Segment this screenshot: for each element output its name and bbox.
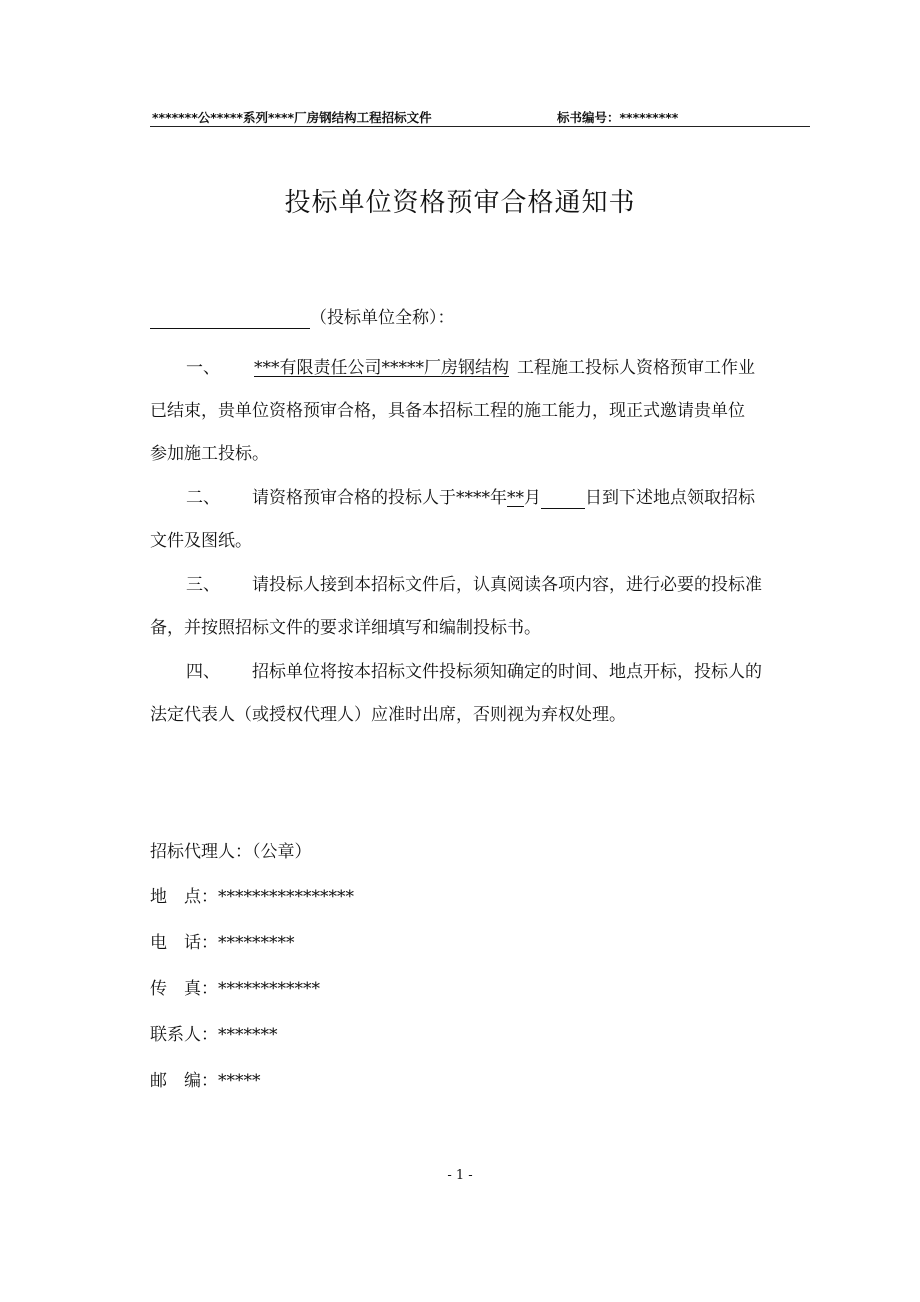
tender-agent: 招标代理人：（公章） [150, 842, 312, 862]
item-2-day-blank [541, 488, 585, 509]
contact-postcode: 邮 编：***** [150, 1071, 261, 1091]
item-4-line-1 [186, 657, 762, 682]
item-1-line-3: 参加施工投标。 [150, 444, 269, 464]
item-4-line-2: 法定代表人（或授权代理人）应准时出席，否则视为弃权处理。 [150, 705, 626, 725]
item-1-project-name: ***有限责任公司*****厂房钢结构 [254, 358, 509, 378]
addressee-label: （投标单位全称）： [310, 308, 455, 328]
item-4-line-1-text: 招标单位将按本招标文件投标须知确定的时间、地点开标，投标人的 [252, 662, 762, 682]
contact-person: 联系人：******* [150, 1025, 278, 1045]
addressee-line [150, 303, 455, 329]
addressee-blank [150, 308, 310, 329]
item-3-line-1-text: 请投标人接到本招标文件后，认真阅读各项内容，进行必要的投标准 [252, 575, 762, 595]
item-2-line-2: 文件及图纸。 [150, 531, 252, 551]
contact-phone: 电 话：********* [150, 933, 295, 953]
item-1-number: 一、 [186, 358, 220, 378]
item-2-line-1 [186, 483, 755, 509]
document-title: 投标单位资格预审合格通知书 [284, 188, 636, 218]
item-2-month-label: 月 [524, 488, 541, 508]
item-1-line-2: 已结束，贵单位资格预审合格，具备本招标工程的施工能力，现正式邀请贵单位 [150, 401, 745, 421]
page-header [150, 108, 810, 127]
item-2-month-value: ** [507, 488, 524, 508]
item-2-number: 二、 [186, 488, 220, 508]
item-3-number: 三、 [186, 575, 220, 595]
page-number: - 1 - [447, 1168, 473, 1183]
item-4-number: 四、 [186, 662, 220, 682]
item-2-date-suffix: 日到下述地点领取招标 [585, 488, 755, 508]
item-2-date-prefix: 请资格预审合格的投标人于****年 [252, 488, 507, 508]
contact-address: 地 点：**************** [150, 887, 354, 907]
contact-fax: 传 真：************ [150, 979, 320, 999]
item-1-line-1 [186, 353, 755, 378]
header-project-title: *******公*****系列****厂房钢结构工程招标文件 [152, 110, 432, 125]
header-bid-number: 标书编号：********* [557, 110, 679, 125]
item-1-line-1-rest: 工程施工投标人资格预审工作业 [517, 358, 755, 378]
item-3-line-1 [186, 570, 762, 595]
item-3-line-2: 备，并按照招标文件的要求详细填写和编制投标书。 [150, 618, 541, 638]
